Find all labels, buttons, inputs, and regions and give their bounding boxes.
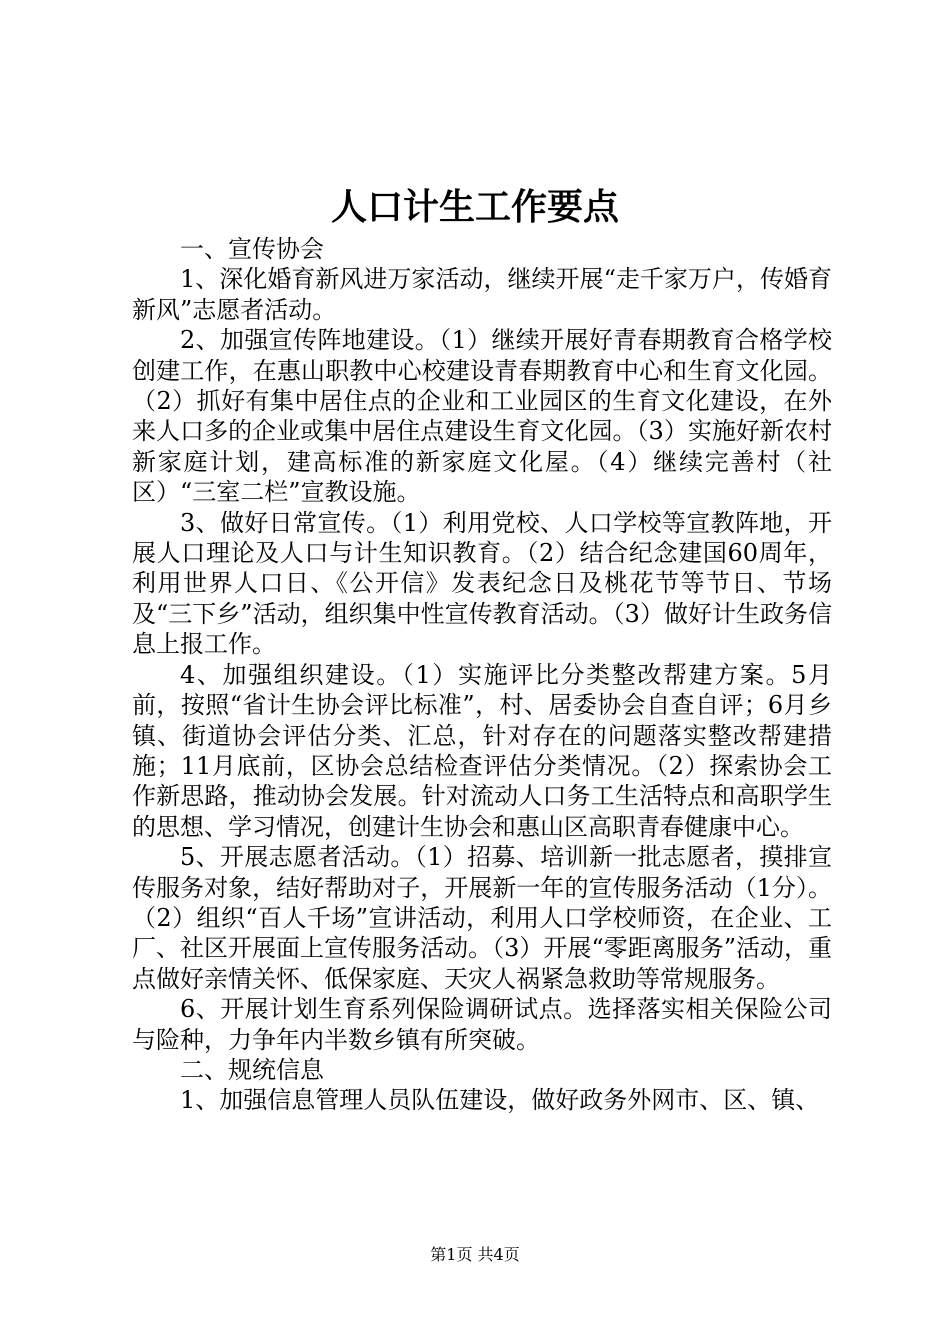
paragraph: 1、深化婚育新风进万家活动，继续开展“走千家万户，传婚育新风”志愿者活动。 [132,265,832,324]
document-body [132,234,832,1116]
page-title: 人口计生工作要点 [330,186,619,228]
paragraph: 1、加强信息管理人员队伍建设，做好政务外网市、区、镇、 [180,1086,820,1115]
paragraph: 4、加强组织建设。（1）实施评比分类整改帮建方案。5月前，按照“省计生协会评比标准”，村、居委协会自查自评；6月乡镇、街道协会评估分类、汇总，针对存在的问题落实整改帮建措施；11月底前，区协会总结检查评估分类情况。（2）探索协会工作新思路，推动协会发展。针对流动人口务工生活特点和高职学生的思想、学习情况，创建计生协会和惠山区高职青春健康中心。 [132,660,832,841]
paragraph: 6、开展计划生育系列保险调研试点。选择落实相关保险公司与险种，力争年内半数乡镇有所突破。 [132,995,832,1054]
paragraph: 5、开展志愿者活动。（1）招募、培训新一批志愿者，摸排宣传服务对象，结好帮助对子，开展新一年的宣传服务活动（1分）。（2）组织“百人千场”宣讲活动，利用人口学校师资，在企业、工厂、社区开展面上宣传服务活动。（3）开展“零距离服务”活动，重点做好亲情关怀、低保家庭、天灾人祸紧急救助等常规服务。 [132,843,832,993]
paragraph: 3、做好日常宣传。（1）利用党校、人口学校等宣教阵地，开展人口理论及人口与计生知识教育。（2）结合纪念建国60周年，利用世界人口日、《公开信》发表纪念日及桃花节等节日、节场及“三下乡”活动，组织集中性宣传教育活动。（3）做好计生政务信息上报工作。 [132,508,832,659]
section-heading: 一、宣传协会 [180,235,324,263]
section-heading: 二、规统信息 [180,1055,324,1084]
paragraph: 2、加强宣传阵地建设。（1）继续开展好青春期教育合格学校创建工作，在惠山职教中心校建设青春期教育中心和生育文化园。（2）抓好有集中居住点的企业和工业园区的生育文化建设，在外来人口多的企业或集中居住点建设生育文化园。（3）实施好新农村新家庭计划，建高标准的新家庭文化屋。（4）继续完善村（社区）“三室二栏”宣教设施。 [132,326,832,507]
page-number: 第1页 共4页 [430,1245,520,1264]
